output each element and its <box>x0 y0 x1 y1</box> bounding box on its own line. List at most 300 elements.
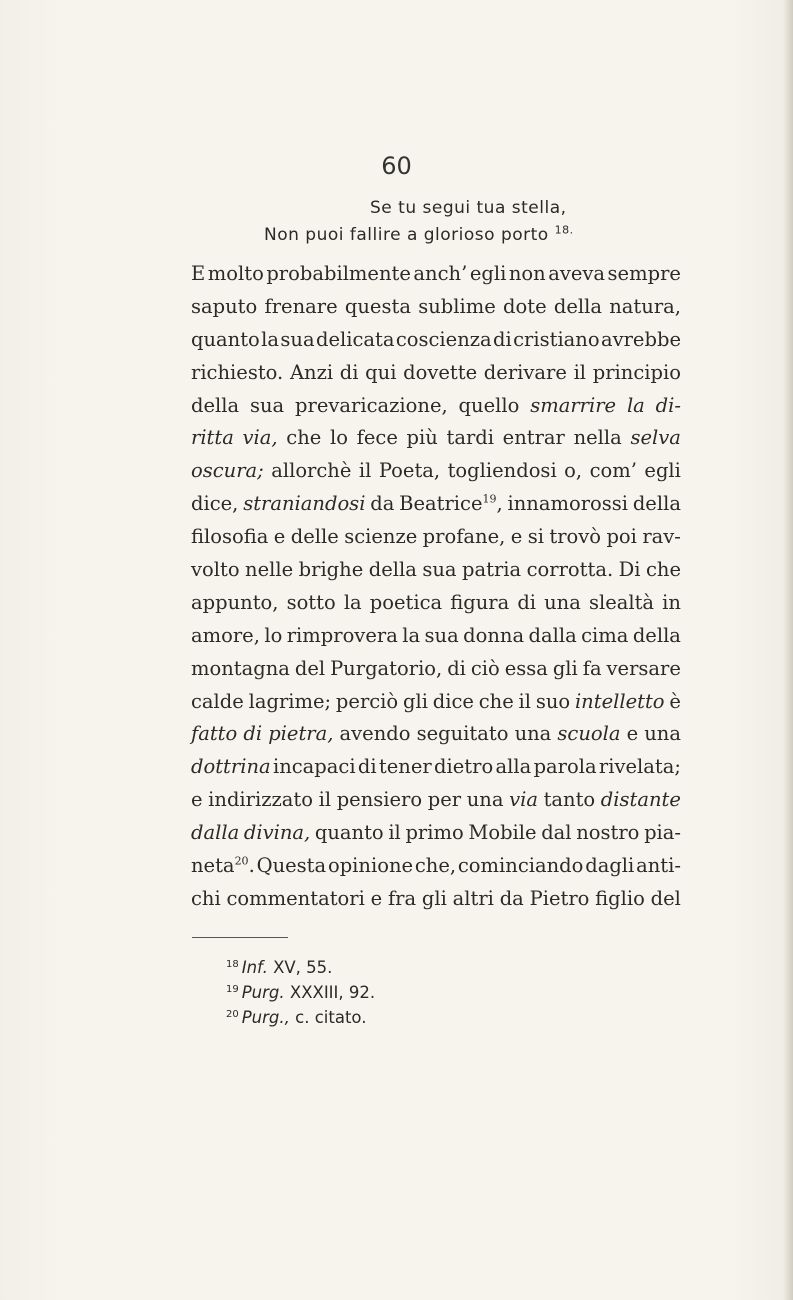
word: togliendosi <box>447 459 557 483</box>
word: dagli <box>585 854 635 878</box>
word-group <box>434 751 493 784</box>
word-group <box>479 686 514 719</box>
word-group <box>583 653 602 686</box>
word: una <box>466 788 504 812</box>
word-group <box>541 817 571 850</box>
word: corrotta. <box>526 558 614 582</box>
word: intelletto <box>574 689 665 713</box>
text-line <box>191 554 681 587</box>
word: dottrina <box>191 755 271 779</box>
word-group <box>191 521 268 554</box>
text-line <box>191 488 681 521</box>
word-group <box>403 357 477 390</box>
word-group <box>509 258 546 291</box>
word: di <box>493 327 512 351</box>
word-group <box>544 587 581 620</box>
word-group <box>528 521 544 554</box>
word: egli <box>469 262 507 285</box>
word: dote <box>503 294 547 318</box>
word-group <box>191 291 257 324</box>
word-group <box>266 258 411 291</box>
word: , <box>496 492 503 516</box>
word-group <box>513 324 599 357</box>
word-group <box>590 455 637 488</box>
page-edge-shadow <box>783 0 793 1300</box>
word-group <box>453 883 494 916</box>
word-group <box>484 357 567 390</box>
footnote-number: 19 <box>226 983 239 995</box>
word: brighe <box>298 558 364 582</box>
word-group <box>553 653 578 686</box>
text-line <box>191 324 681 357</box>
epigraph-line-1: Se tu segui tua stella, <box>370 198 567 218</box>
word: lo <box>264 623 283 647</box>
word-group <box>627 718 639 751</box>
word-group <box>227 883 365 916</box>
word: quanto <box>191 327 260 351</box>
word-group <box>575 686 665 719</box>
word: sua <box>280 327 315 351</box>
word: nella <box>573 426 622 450</box>
word-group <box>265 291 338 324</box>
word-group <box>574 422 622 455</box>
epigraph-line-2 <box>264 225 574 245</box>
word-group <box>257 850 327 883</box>
word: fece <box>356 426 398 450</box>
word: della <box>632 623 681 647</box>
word-group <box>369 554 417 587</box>
word-group <box>295 390 448 423</box>
word-group <box>191 488 238 521</box>
word-group <box>656 390 681 423</box>
word: dice, <box>191 492 239 516</box>
word: . <box>248 854 255 878</box>
word-group <box>627 390 645 423</box>
footnote-source: Inf. <box>241 958 268 977</box>
word: E <box>191 262 206 285</box>
word: trovò <box>549 525 602 549</box>
word: innamorossi <box>507 492 629 516</box>
word-group <box>463 620 524 653</box>
word-group <box>530 390 616 423</box>
word-group <box>549 521 601 554</box>
word: rimprovera <box>286 623 398 647</box>
word: principio <box>592 360 681 384</box>
word-group <box>315 817 384 850</box>
word: frenare <box>264 294 338 318</box>
word: anch’ <box>413 262 468 285</box>
word-group <box>330 653 442 686</box>
word: della <box>191 393 240 417</box>
word: ciò <box>470 656 500 680</box>
word-group <box>446 422 494 455</box>
text-line <box>191 718 681 751</box>
text-line <box>191 422 681 455</box>
word: di <box>517 590 537 614</box>
word: della <box>368 558 417 582</box>
word: il <box>518 689 532 713</box>
word: sua <box>249 393 285 417</box>
word: dal <box>541 821 572 845</box>
footnote-ref: 20 <box>234 854 249 868</box>
word: filosofia <box>191 525 269 549</box>
word: che, <box>414 854 457 878</box>
word-group <box>379 751 432 784</box>
word: donna <box>463 623 525 647</box>
footnote-19 <box>226 980 375 1005</box>
word: scienze <box>344 525 418 549</box>
footnote-number: 20 <box>226 1008 239 1020</box>
word-group <box>273 751 356 784</box>
word-group <box>344 587 362 620</box>
word-group <box>357 422 398 455</box>
word-group <box>509 784 538 817</box>
word-group <box>403 686 428 719</box>
word-group <box>191 784 203 817</box>
word: coscienza <box>395 327 492 351</box>
word-group <box>633 488 681 521</box>
word-group <box>644 455 681 488</box>
word-group <box>287 587 336 620</box>
word-group <box>286 422 321 455</box>
word-group <box>418 291 496 324</box>
footnote-ref: 19 <box>482 492 497 506</box>
word-group <box>191 850 255 883</box>
word: di <box>357 755 377 779</box>
word: montagna <box>191 656 290 680</box>
word: Anzi <box>289 360 334 384</box>
word-group <box>250 390 284 423</box>
footnote-source: Purg. <box>241 983 285 1002</box>
word-group <box>274 521 286 554</box>
word-group <box>630 422 680 455</box>
word-group <box>191 554 240 587</box>
word: figura <box>450 590 510 614</box>
word: pietra, <box>268 722 334 746</box>
word-group <box>599 751 681 784</box>
word: allorchè <box>271 459 352 483</box>
text-line <box>191 751 681 784</box>
word-group <box>191 357 283 390</box>
word: da <box>499 886 524 910</box>
word: essa <box>504 656 548 680</box>
word: patria <box>462 558 522 582</box>
word: Di <box>618 558 641 582</box>
word: distante <box>600 788 681 812</box>
word-group <box>405 817 463 850</box>
footnote-20 <box>226 1005 375 1030</box>
word: fa <box>582 656 602 680</box>
word-group <box>191 324 260 357</box>
word-group <box>548 258 605 291</box>
word-group <box>574 357 586 390</box>
word-group <box>508 488 629 521</box>
word-group <box>633 620 681 653</box>
word: rav- <box>642 525 681 549</box>
word: una <box>644 722 681 746</box>
word-group <box>264 620 282 653</box>
word: parola <box>533 755 597 779</box>
word-group <box>388 883 416 916</box>
word: gli <box>402 689 428 713</box>
word: perciò <box>335 689 399 713</box>
word: nostro <box>576 821 640 845</box>
word: dalla <box>528 623 577 647</box>
word: saputo <box>191 294 258 318</box>
word: anti- <box>636 854 681 878</box>
word: volto <box>191 558 240 582</box>
word: avrebbe <box>600 327 681 351</box>
text-line <box>191 357 681 390</box>
word-group <box>208 258 264 291</box>
word: quanto <box>314 821 384 845</box>
word-group <box>644 718 681 751</box>
word: rivelata; <box>598 755 681 779</box>
page-number: 60 <box>381 152 412 180</box>
word-group <box>287 620 398 653</box>
word-group <box>511 521 523 554</box>
word-group <box>291 521 339 554</box>
word: il <box>358 459 372 483</box>
word-group <box>581 620 628 653</box>
word: primo <box>405 821 464 845</box>
word: natura, <box>609 294 681 318</box>
word-group <box>290 357 333 390</box>
word-group <box>515 718 552 751</box>
word-group <box>191 258 205 291</box>
epigraph-footnote-ref: 18. <box>554 223 574 237</box>
word: nelle <box>245 558 294 582</box>
word: delle <box>290 525 339 549</box>
word-group <box>344 521 417 554</box>
word: entrar <box>502 426 565 450</box>
word-group <box>503 291 547 324</box>
footnote-citation: XXXIII, 92. <box>289 983 376 1002</box>
text-line <box>191 850 681 883</box>
word: probabilmente <box>266 262 411 285</box>
text-line <box>191 390 681 423</box>
word: e <box>191 788 203 812</box>
word-group <box>462 554 521 587</box>
word: amore, <box>191 623 260 647</box>
word-group <box>299 554 364 587</box>
word: tanto <box>543 788 596 812</box>
word: di- <box>655 393 681 417</box>
word-group <box>505 653 548 686</box>
word-group <box>370 587 442 620</box>
word-group <box>593 357 681 390</box>
epigraph-line-2-text: Non puoi fallire a glorioso porto <box>264 225 549 245</box>
word: opinione <box>327 854 414 878</box>
word: che <box>286 426 322 450</box>
text-line <box>191 291 681 324</box>
word: il <box>318 788 332 812</box>
word-group <box>268 718 333 751</box>
word: com’ <box>589 459 637 483</box>
word-group <box>316 324 395 357</box>
word-group <box>191 455 264 488</box>
word-group <box>340 357 359 390</box>
word: via <box>509 788 538 812</box>
word: cristiano <box>513 327 600 351</box>
word-group <box>379 455 440 488</box>
word: divina, <box>243 821 311 845</box>
word-group <box>371 883 383 916</box>
word-group <box>191 587 278 620</box>
word-group <box>271 455 351 488</box>
word-group <box>336 686 398 719</box>
word-group <box>500 883 524 916</box>
word: sua <box>422 558 457 582</box>
word-group <box>191 390 239 423</box>
word-group <box>642 521 681 554</box>
word-group <box>208 784 313 817</box>
word-group <box>496 751 532 784</box>
word-group <box>470 258 507 291</box>
word-group <box>261 324 279 357</box>
word-group <box>471 653 500 686</box>
word-group <box>243 488 365 521</box>
word: poi <box>606 525 637 549</box>
word: in <box>662 590 681 614</box>
word-group <box>468 817 536 850</box>
word: dietro <box>434 755 494 779</box>
word-group <box>589 587 654 620</box>
word-group <box>399 488 503 521</box>
word: commentatori <box>226 886 365 910</box>
word-group <box>191 686 244 719</box>
word: fatto <box>191 722 238 746</box>
word-group <box>243 422 278 455</box>
word-group <box>191 751 271 784</box>
word-group <box>417 718 509 751</box>
word: altri <box>452 886 494 910</box>
word-group <box>601 784 681 817</box>
word: prevaricazione, <box>295 393 448 417</box>
word: la <box>402 623 421 647</box>
word: del <box>294 656 326 680</box>
word-group <box>359 455 371 488</box>
word-group <box>585 850 634 883</box>
body-paragraph <box>191 258 681 916</box>
word: qui <box>365 360 397 384</box>
word-group <box>644 817 681 850</box>
footnote-number: 18 <box>226 958 239 970</box>
footnote-citation: c. citato. <box>295 1008 367 1027</box>
word: che <box>478 689 514 713</box>
word: ritta <box>191 426 234 450</box>
word: per <box>427 788 462 812</box>
word: di <box>447 656 466 680</box>
word-group <box>530 883 590 916</box>
word-group <box>413 258 467 291</box>
word: della <box>553 294 602 318</box>
word-group <box>433 686 474 719</box>
word-group <box>407 422 438 455</box>
word: è <box>669 689 681 713</box>
word-group <box>191 883 221 916</box>
word: versare <box>606 656 681 680</box>
word-group <box>345 291 411 324</box>
word: aveva <box>548 262 606 285</box>
word: sotto <box>286 590 336 614</box>
word: e <box>626 722 639 746</box>
text-line <box>191 784 681 817</box>
word-group <box>503 422 565 455</box>
word: profane, <box>422 525 506 549</box>
word: cima <box>581 623 629 647</box>
word: appunto, <box>191 590 279 614</box>
word: molto <box>207 262 264 285</box>
word: il <box>573 360 587 384</box>
word: incapaci <box>272 755 356 779</box>
word: suo <box>535 689 571 713</box>
word: delicata <box>315 327 395 351</box>
word-group <box>191 817 239 850</box>
word-group <box>527 554 614 587</box>
word-group <box>619 554 641 587</box>
word: una <box>544 590 581 614</box>
word-group <box>388 817 400 850</box>
word: tener <box>378 755 432 779</box>
text-line <box>191 883 681 916</box>
word: la <box>343 590 362 614</box>
word: di <box>339 360 359 384</box>
word-group <box>358 751 377 784</box>
footnote-citation: XV, 55. <box>273 958 333 977</box>
word: poetica <box>369 590 443 614</box>
word: di <box>243 722 263 746</box>
word-group <box>669 686 681 719</box>
word: si <box>527 525 544 549</box>
word-group <box>493 324 512 357</box>
word: del <box>650 886 681 910</box>
word-group <box>191 653 290 686</box>
word-group <box>249 686 332 719</box>
word-group <box>415 850 456 883</box>
word: e <box>510 525 523 549</box>
footnote-18 <box>226 955 375 980</box>
word-group <box>595 883 645 916</box>
word-group <box>447 653 466 686</box>
word: Questa <box>256 854 327 878</box>
word-group <box>191 718 237 751</box>
word: dovette <box>403 360 478 384</box>
word: e <box>370 886 383 910</box>
word: questa <box>344 294 411 318</box>
word-group <box>608 258 681 291</box>
word: non <box>508 262 546 285</box>
text-line <box>191 686 681 719</box>
word: neta <box>191 854 235 878</box>
word: indirizzato <box>208 788 313 812</box>
word: via, <box>242 426 278 450</box>
word: cominciando <box>457 854 584 878</box>
word-group <box>402 620 420 653</box>
word-group <box>564 455 582 488</box>
text-line <box>191 521 681 554</box>
word: straniandosi <box>243 492 366 516</box>
word: la <box>261 327 280 351</box>
text-line <box>191 258 681 291</box>
word-group <box>243 718 262 751</box>
word-group <box>244 817 310 850</box>
footnotes <box>226 955 375 1030</box>
word-group <box>607 653 681 686</box>
word-group <box>536 686 570 719</box>
word-group <box>636 850 681 883</box>
word: alla <box>495 755 532 779</box>
